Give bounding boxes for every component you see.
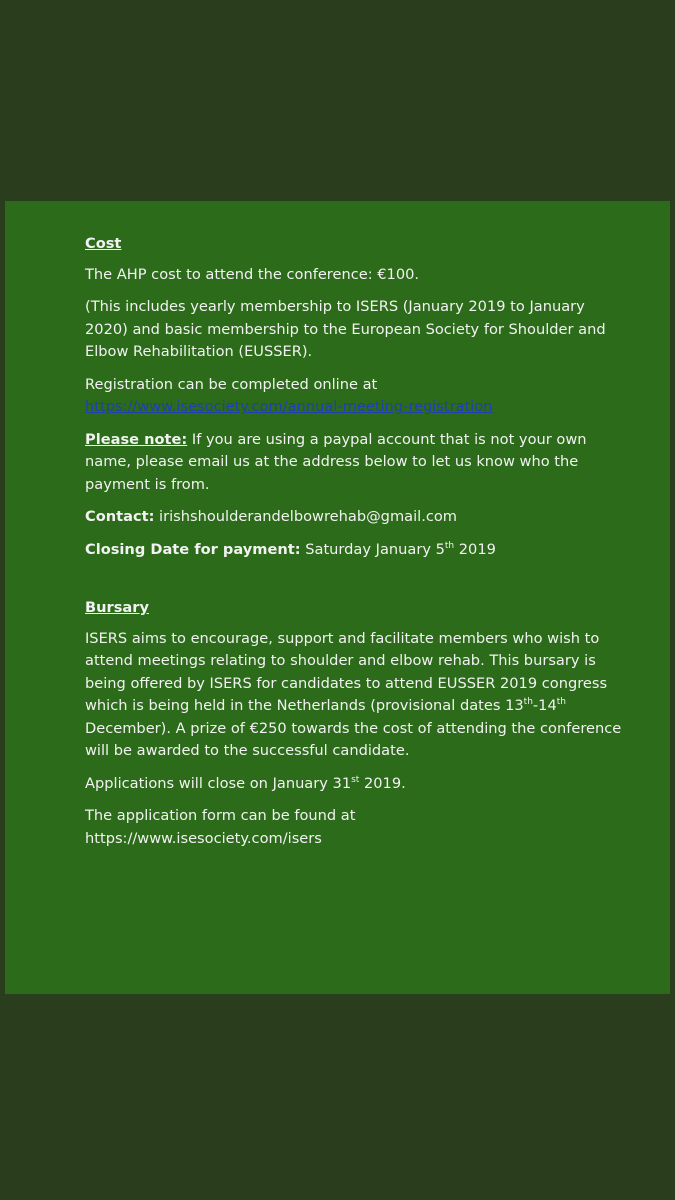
please-note-text: If you are using a paypal account that is not your own name, please email us at the address below to let us know who the payment is from. (85, 430, 587, 493)
closing-date-label: Closing Date for payment: (85, 540, 301, 558)
registration-link[interactable]: https://www.isesociety.com/annual-meeting-registration (85, 398, 493, 415)
document-content (85, 233, 625, 860)
applications-close-post: 2019. (359, 774, 406, 792)
registration-paragraph (85, 374, 625, 419)
contact-paragraph (85, 506, 625, 529)
bursary-heading: Bursary (85, 599, 149, 616)
contact-email: irishshoulderandelbowrehab@gmail.com (154, 508, 458, 525)
closing-date-pre: Saturday January 5 (300, 540, 445, 558)
document-panel (5, 201, 670, 994)
application-form-text: The application form can be found at (85, 807, 356, 824)
applications-close-paragraph (85, 773, 625, 796)
closing-date-sup: th (444, 540, 455, 551)
application-form-paragraph (85, 805, 625, 850)
bursary-text-c: December). A prize of €250 towards the cost of attending the conference will be awarded to the successful candidate. (85, 719, 622, 759)
bursary-paragraph (85, 628, 625, 763)
closing-date-post: 2019 (454, 540, 496, 558)
bursary-sup-1: th (523, 697, 533, 708)
contact-label: Contact: (85, 508, 155, 525)
bursary-text-b: -14 (532, 697, 557, 714)
cost-price-line: The AHP cost to attend the conference: €100. (85, 265, 420, 283)
closing-date-paragraph (85, 539, 625, 562)
bursary-sup-2: th (556, 697, 566, 708)
cost-heading: Cost (85, 235, 122, 252)
please-note-paragraph (85, 429, 625, 497)
applications-close-pre: Applications will close on January 31 (85, 774, 352, 792)
membership-note: (This includes yearly membership to ISERS (January 2019 to January 2020) and basic membership to the European Society for Shoulder and Elbow Rehabilitation (EUSSER). (85, 298, 606, 360)
registration-text: Registration can be completed online at (85, 375, 378, 393)
applications-close-sup: st (351, 774, 360, 785)
application-form-url: https://www.isesociety.com/isers (85, 829, 322, 847)
please-note-label: Please note: (85, 430, 188, 448)
bursary-text-a: ISERS aims to encourage, support and facilitate members who wish to attend meetings relating to shoulder and elbow rehab. This bursary is being offered by ISERS for candidates to attend EUSSER 2019 congress which is being held in the Netherlands (provisional dates 13 (85, 629, 608, 714)
